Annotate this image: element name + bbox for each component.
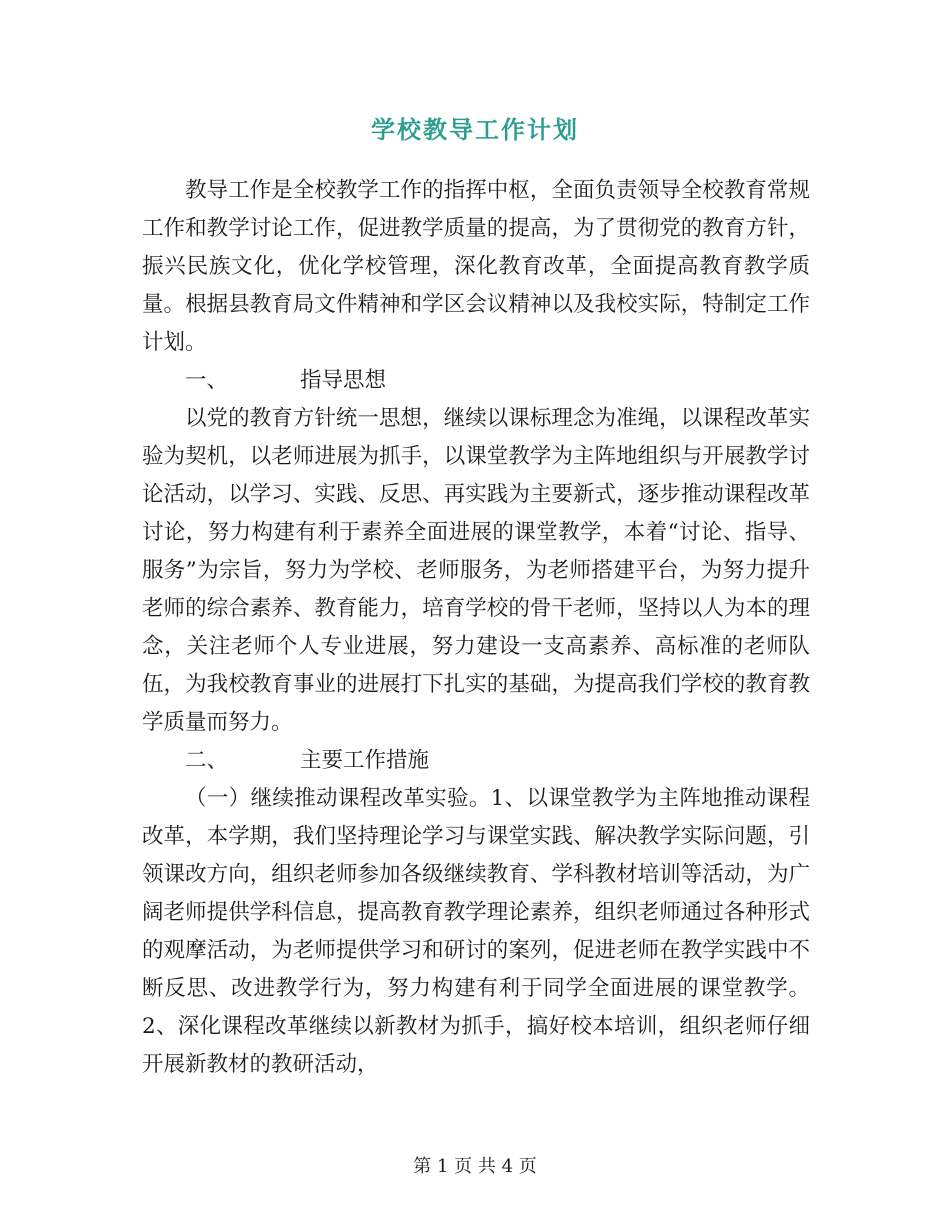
section-heading-2 [142, 742, 810, 780]
section-heading-1 [142, 362, 810, 400]
section-title-1: 指导思想 [300, 368, 387, 393]
intro-paragraph: 教导工作是全校教学工作的指挥中枢，全面负责领导全校教育常规工作和教学讨论工作，促进教学质量的提高，为了贯彻党的教育方针，振兴民族文化，优化学校管理，深化教育改革，全面提高教育教学质量。根据县教育局文件精神和学区会议精神以及我校实际，特制定工作计划。 [142, 178, 810, 355]
document-body [142, 172, 810, 1084]
document-title: 学校教导工作计划 [371, 115, 579, 144]
section-number-2: 二、 [185, 748, 229, 773]
section-paragraph-1: 以党的教育方针统一思想，继续以课标理念为准绳，以课程改革实验为契机，以老师进展为抓手，以课堂教学为主阵地组织与开展教学讨论活动，以学习、实践、反思、再实践为主要新式，逐步推动课程改革讨论，努力构建有利于素养全面进展的课堂教学，本着“讨论、指导、服务”为宗旨，努力为学校、老师服务，为老师搭建平台，为努力提升老师的综合素养、教育能力，培育学校的骨干老师，坚持以人为本的理念，关注老师个人专业进展，努力建设一支高素养、高标准的老师队伍，为我校教育事业的进展打下扎实的基础，为提高我们学校的教育教学质量而努力。 [142, 406, 810, 735]
page-footer: 第 1 页 共 4 页 [413, 1156, 537, 1177]
section-number-1: 一、 [185, 368, 229, 393]
section-title-2: 主要工作措施 [300, 748, 430, 773]
section-paragraph-2: （一）继续推动课程改革实验。1、以课堂教学为主阵地推动课程改革，本学期，我们坚持理论学习与课堂实践、解决教学实际问题，引领课改方向，组织老师参加各级继续教育、学科教材培训等活动，为广阔老师提供学科信息，提高教育教学理论素养，组织老师通过各种形式的观摩活动，为老师提供学习和研讨的案列，促进老师在教学实践中不断反思、改进教学行为，努力构建有利于同学全面进展的课堂教学。2、深化课程改革继续以新教材为抓手，搞好校本培训，组织老师仔细开展新教材的教研活动， [142, 786, 810, 1077]
